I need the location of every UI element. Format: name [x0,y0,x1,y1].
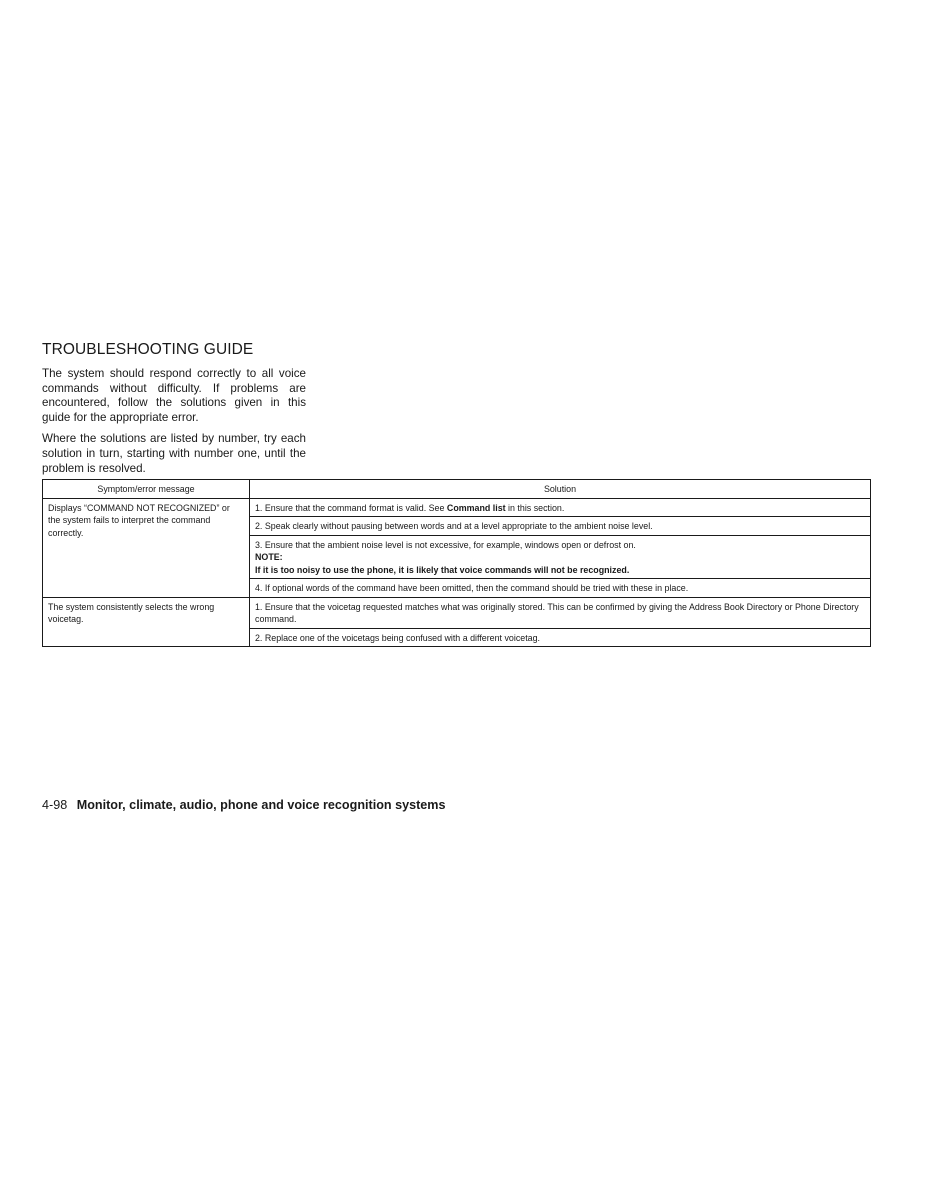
command-list-reference: Command list [446,502,506,513]
note-label: NOTE: [255,552,283,562]
note-text: If it is too noisy to use the phone, it is likely that voice commands will not be recognized. [255,564,630,575]
page-footer [42,797,446,813]
troubleshooting-table [42,479,871,647]
solution-cell: 2. Replace one of the voicetags being confused with a different voicetag. [250,628,871,647]
solution-cell [250,535,871,579]
symptom-cell: Displays “COMMAND NOT RECOGNIZED” or the system fails to interpret the command correctly. [43,498,250,597]
solution-text: 1. Ensure that the command format is valid. See [255,502,447,513]
solution-cell: 4. If optional words of the command have been omitted, then the command should be tried with these in place. [250,579,871,598]
intro-paragraph-2: Where the solutions are listed by number, try each solution in turn, starting with number one, until the problem is resolved. [42,432,306,475]
solution-cell [250,498,871,517]
symptom-cell: The system consistently selects the wrong voicetag. [43,597,250,647]
table-header-row [43,480,871,499]
header-solution: Solution [250,480,871,499]
chapter-title: Monitor, climate, audio, phone and voice recognition systems [76,798,446,812]
section-title: TROUBLESHOOTING GUIDE [42,341,254,358]
header-symptom: Symptom/error message [43,480,250,499]
table-row [43,498,871,517]
page-number: 4-98 [42,798,68,812]
solution-cell: 2. Speak clearly without pausing between words and at a level appropriate to the ambient noise level. [250,517,871,536]
solution-cell: 1. Ensure that the voicetag requested matches what was originally stored. This can be confirmed by giving the Address Book Directory or Phone Directory command. [250,597,871,628]
troubleshooting-section [42,340,306,483]
table-row [43,597,871,628]
solution-text: in this section. [505,502,565,513]
solution-text: 3. Ensure that the ambient noise level is not excessive, for example, windows open or defrost on. [255,539,636,550]
intro-paragraph-1: The system should respond correctly to all voice commands without difficulty. If problems are encountered, follow the solutions given in this guide for the appropriate error. [42,367,306,424]
